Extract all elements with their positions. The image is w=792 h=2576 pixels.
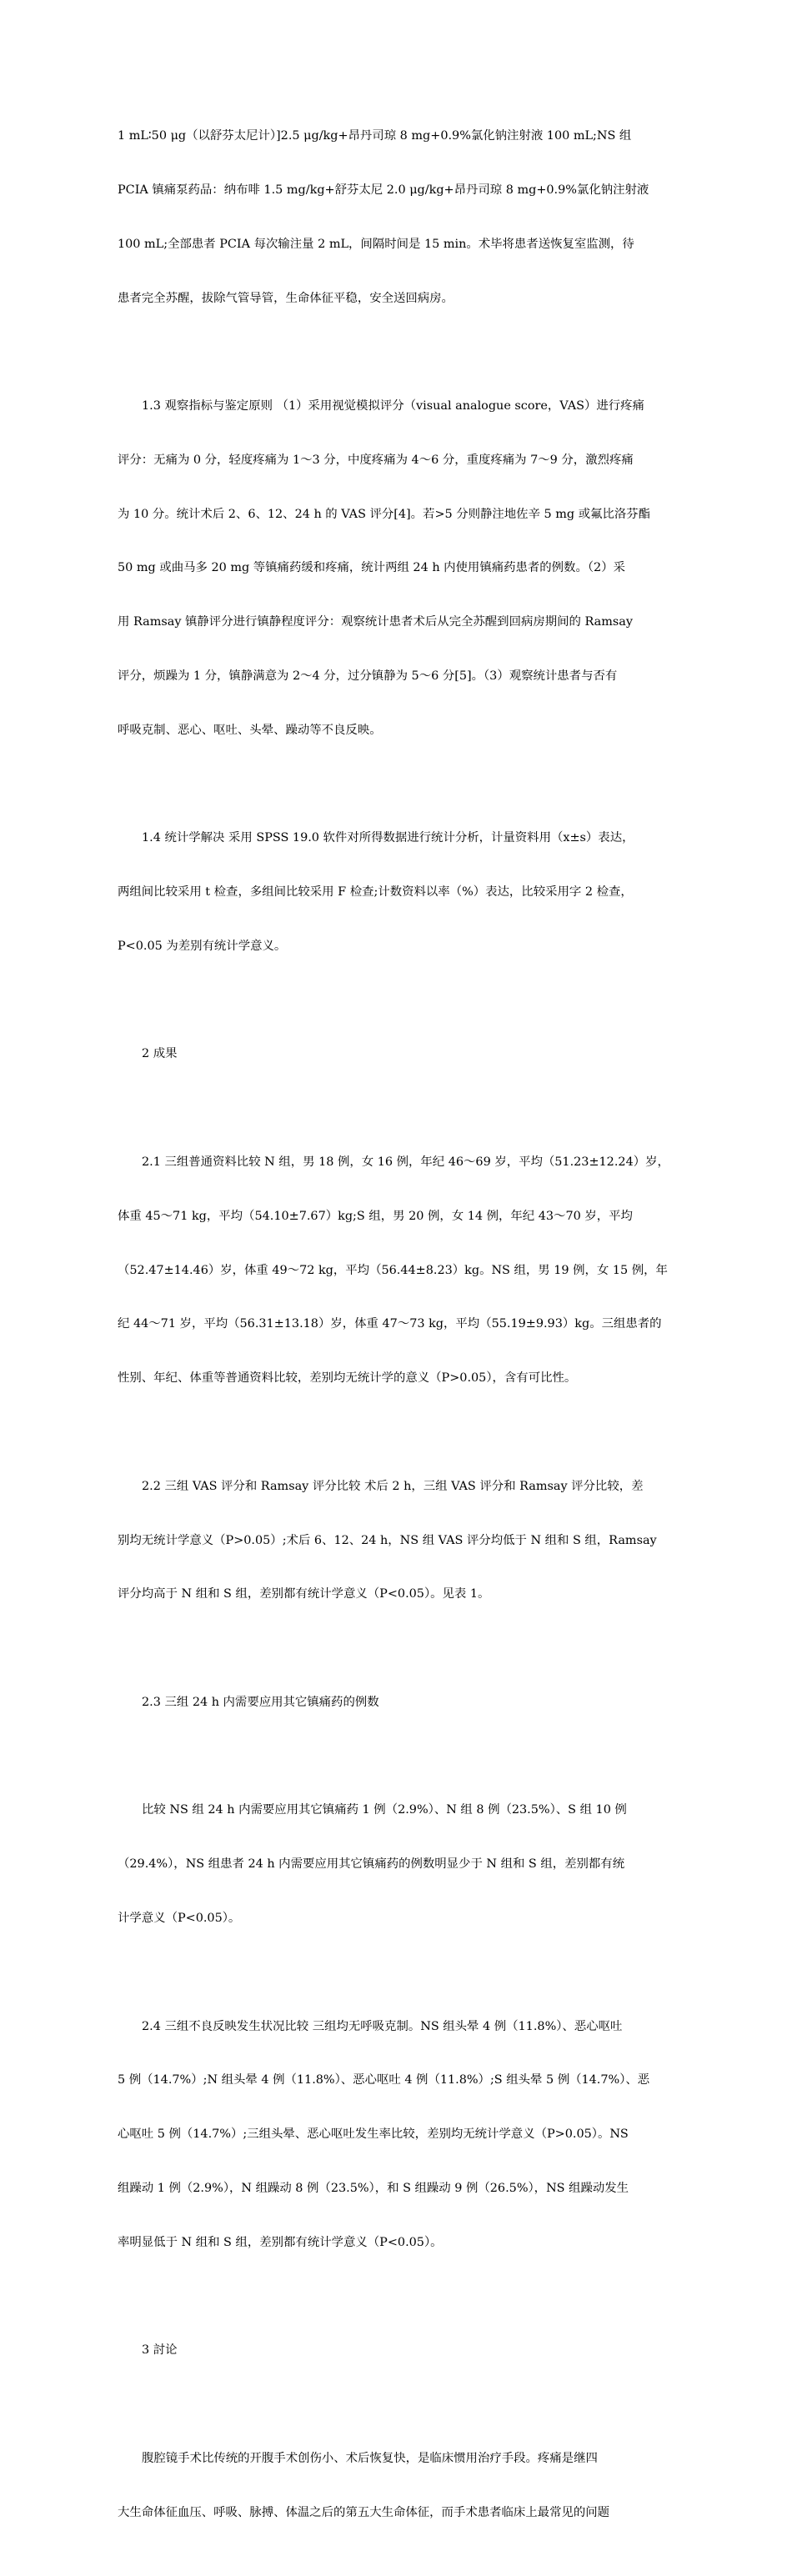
text-line: 2.4 三组不良反映发生状况比较 三组均无呼吸克制。NS 组头晕 4 例（11.8%）、恶心呕吐 xyxy=(142,2019,623,2033)
text-line: 2.1 三组普通资料比较 N 组，男 18 例，女 16 例，年纪 46～69 岁，平均（51.23±12.24）岁， xyxy=(142,1155,669,1170)
text-line: 为 10 分。统计术后 2、6、12、24 h 的 VAS 评分[4]。若>5 分则静注地佐辛 5 mg 或氟比洛芬酯 xyxy=(118,507,651,521)
text-line: 100 mL;全部患者 PCIA 每次输注量 2 mL，间隔时间是 15 min。术毕将患者送恢复室监测，待 xyxy=(118,237,634,251)
text-line: 1 mL∶50 μg（以舒芬太尼计）]2.5 μg/kg+昂丹司琼 8 mg+0.9%氯化钠注射液 100 mL;NS 组 xyxy=(118,129,632,143)
text-line: 纪 44～71 岁，平均（56.31±13.18）岁，体重 47～73 kg，平均（55.19±9.93）kg。三组患者的 xyxy=(118,1317,662,1331)
heading-text: 3 討论 xyxy=(142,2343,178,2358)
text-line: P<0.05 为差别有统计学意义。 xyxy=(118,939,287,953)
paragraph-2-4-adverse-reactions xyxy=(118,1982,684,2288)
text-line: 腹腔镜手术比传统的开腹手术创伤小、术后恢复快，是临床惯用治疗手段。疼痛是继四 xyxy=(142,2451,598,2465)
text-line: 比较 NS 组 24 h 内需要应用其它镇痛药 1 例（2.9%）、N 组 8 例（23.5%）、S 组 10 例 xyxy=(142,1803,627,1817)
text-line: 5 例（14.7%）;N 组头晕 4 例（11.8%）、恶心呕吐 4 例（11.8%）;S 组头晕 5 例（14.7%）、恶 xyxy=(118,2073,650,2087)
text-line: 大生命体征血压、呼吸、脉搏、体温之后的第五大生命体征，而手术患者临床上最常见的问题 xyxy=(118,2505,610,2519)
text-line: 患者完全苏醒，拔除气管导管，生命体征平稳，安全送回病房。 xyxy=(118,291,454,305)
heading-text: 2 成果 xyxy=(142,1047,178,1061)
document-page xyxy=(118,92,684,2576)
paragraph-3-discussion xyxy=(118,2414,684,2558)
subheading-2-3 xyxy=(118,1658,684,1748)
paragraph-2-2-vas-ramsay xyxy=(118,1442,684,1641)
text-line: 呼吸克制、恶心、呕吐、头晕、躁动等不良反映。 xyxy=(118,723,382,737)
text-line: 组躁动 1 例（2.9%），N 组躁动 8 例（23.5%），和 S 组躁动 9 例（26.5%），NS 组躁动发生 xyxy=(118,2181,629,2195)
text-line: 评分均高于 N 组和 S 组，差别都有统计学意义（P<0.05）。见表 1。 xyxy=(118,1587,490,1601)
paragraph-continued-method xyxy=(118,92,684,343)
text-line: 别均无统计学意义（P>0.05）;术后 6、12、24 h，NS 组 VAS 评分均低于 N 组和 S 组，Ramsay xyxy=(118,1533,657,1547)
section-heading-results xyxy=(118,1010,684,1100)
text-line: 用 Ramsay 镇静评分进行镇静程度评分：观察统计患者术后从完全苏醒到回病房期间的 Ramsay xyxy=(118,615,633,629)
text-line: 两组间比较采用 t 检查，多组间比较采用 F 检查;计数资料以率（%）表达，比较采用字 2 检查， xyxy=(118,885,633,900)
paragraph-2-3-analgesics xyxy=(118,1766,684,1964)
text-line: PCIA 镇痛泵药品：纳布啡 1.5 mg/kg+舒芬太尼 2.0 μg/kg+昂丹司琼 8 mg+0.9%氯化钠注射液 xyxy=(118,183,649,197)
text-line: 率明显低于 N 组和 S 组，差别都有统计学意义（P<0.05）。 xyxy=(118,2235,443,2249)
text-line: 1.3 观察指标与鉴定原则 （1）采用视觉模拟评分（visual analogue score，VAS）进行疼痛 xyxy=(142,399,644,413)
text-line: 计学意义（P<0.05）。 xyxy=(118,1911,241,1925)
text-line: 性别、年纪、体重等普通资料比较，差别均无统计学的意义（P>0.05），含有可比性。 xyxy=(118,1371,577,1386)
text-line: 2.2 三组 VAS 评分和 Ramsay 评分比较 术后 2 h，三组 VAS 评分和 Ramsay 评分比较，差 xyxy=(142,1479,644,1493)
paragraph-2-1-general-data xyxy=(118,1118,684,1424)
text-line: 50 mg 或曲马多 20 mg 等镇痛药缓和疼痛，统计两组 24 h 内使用镇痛药患者的例数。（2）采 xyxy=(118,561,625,575)
section-heading-discussion xyxy=(118,2306,684,2396)
paragraph-1-4-statistics xyxy=(118,794,684,992)
paragraph-1-3-observation-indicators xyxy=(118,362,684,776)
text-line: 1.4 统计学解决 采用 SPSS 19.0 软件对所得数据进行统计分析，计量资料用（x±s）表达， xyxy=(142,831,634,845)
text-line: 体重 45～71 kg，平均（54.10±7.67）kg;S 组，男 20 例，女 14 例，年纪 43～70 岁，平均 xyxy=(118,1209,633,1223)
text-line: （29.4%），NS 组患者 24 h 内需要应用其它镇痛药的例数明显少于 N 组和 S 组，差别都有统 xyxy=(118,1857,625,1872)
text-line: 评分：无痛为 0 分，轻度疼痛为 1～3 分，中度疼痛为 4～6 分，重度疼痛为 7～9 分，激烈疼痛 xyxy=(118,453,634,467)
text-line: 评分，烦躁为 1 分，镇静满意为 2～4 分，过分镇静为 5～6 分[5]。（3）观察统计患者与否有 xyxy=(118,669,618,683)
heading-text: 2.3 三组 24 h 内需要应用其它镇痛药的例数 xyxy=(142,1695,379,1709)
text-line: 心呕吐 5 例（14.7%）;三组头晕、恶心呕吐发生率比较，差别均无统计学意义（P>0.05）。NS xyxy=(118,2127,629,2142)
text-line: （52.47±14.46）岁，体重 49～72 kg，平均（56.44±8.23）kg。NS 组，男 19 例，女 15 例，年 xyxy=(118,1263,668,1277)
